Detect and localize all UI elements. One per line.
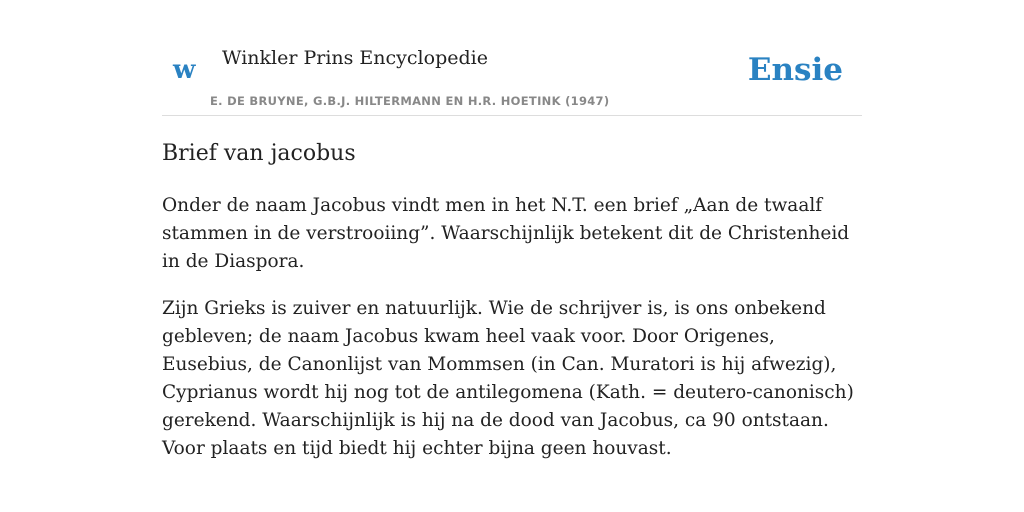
article-title: Brief van jacobus (162, 141, 356, 166)
article-body (162, 192, 862, 482)
ensie-brand-logo[interactable]: Ensie (747, 52, 843, 88)
encyclopedia-authors: E. DE BRUYNE, G.B.J. HILTERMANN EN H.R. HOETINK (1947) (210, 94, 610, 108)
article-paragraph: Onder de naam Jacobus vindt men in het N.T. een brief „Aan de twaalf stammen in de verstrooiing”. Waarschijnlijk betekent dit de Christenheid in de Diaspora. (162, 195, 850, 272)
encyclopedia-logo[interactable]: w (173, 55, 196, 85)
encyclopedia-title[interactable]: Winkler Prins Encyclopedie (222, 47, 488, 69)
page-container (162, 0, 862, 459)
header (162, 0, 862, 116)
article-paragraph: Zijn Grieks is zuiver en natuurlijk. Wie de schrijver is, is ons onbekend gebleven; de naam Jacobus kwam heel vaak voor. Door Origenes, Eusebius, de Canonlijst van Mommsen (in Can. Muratori is hij afwezig), Cyprianus wordt hij nog tot de antilegomena (Kath. = deutero-canonisch) gerekend. Waarschijnlijk is hij na de dood van Jacobus, ca 90 ontstaan. Voor plaats en tijd biedt hij echter bijna geen houvast. (162, 298, 854, 459)
